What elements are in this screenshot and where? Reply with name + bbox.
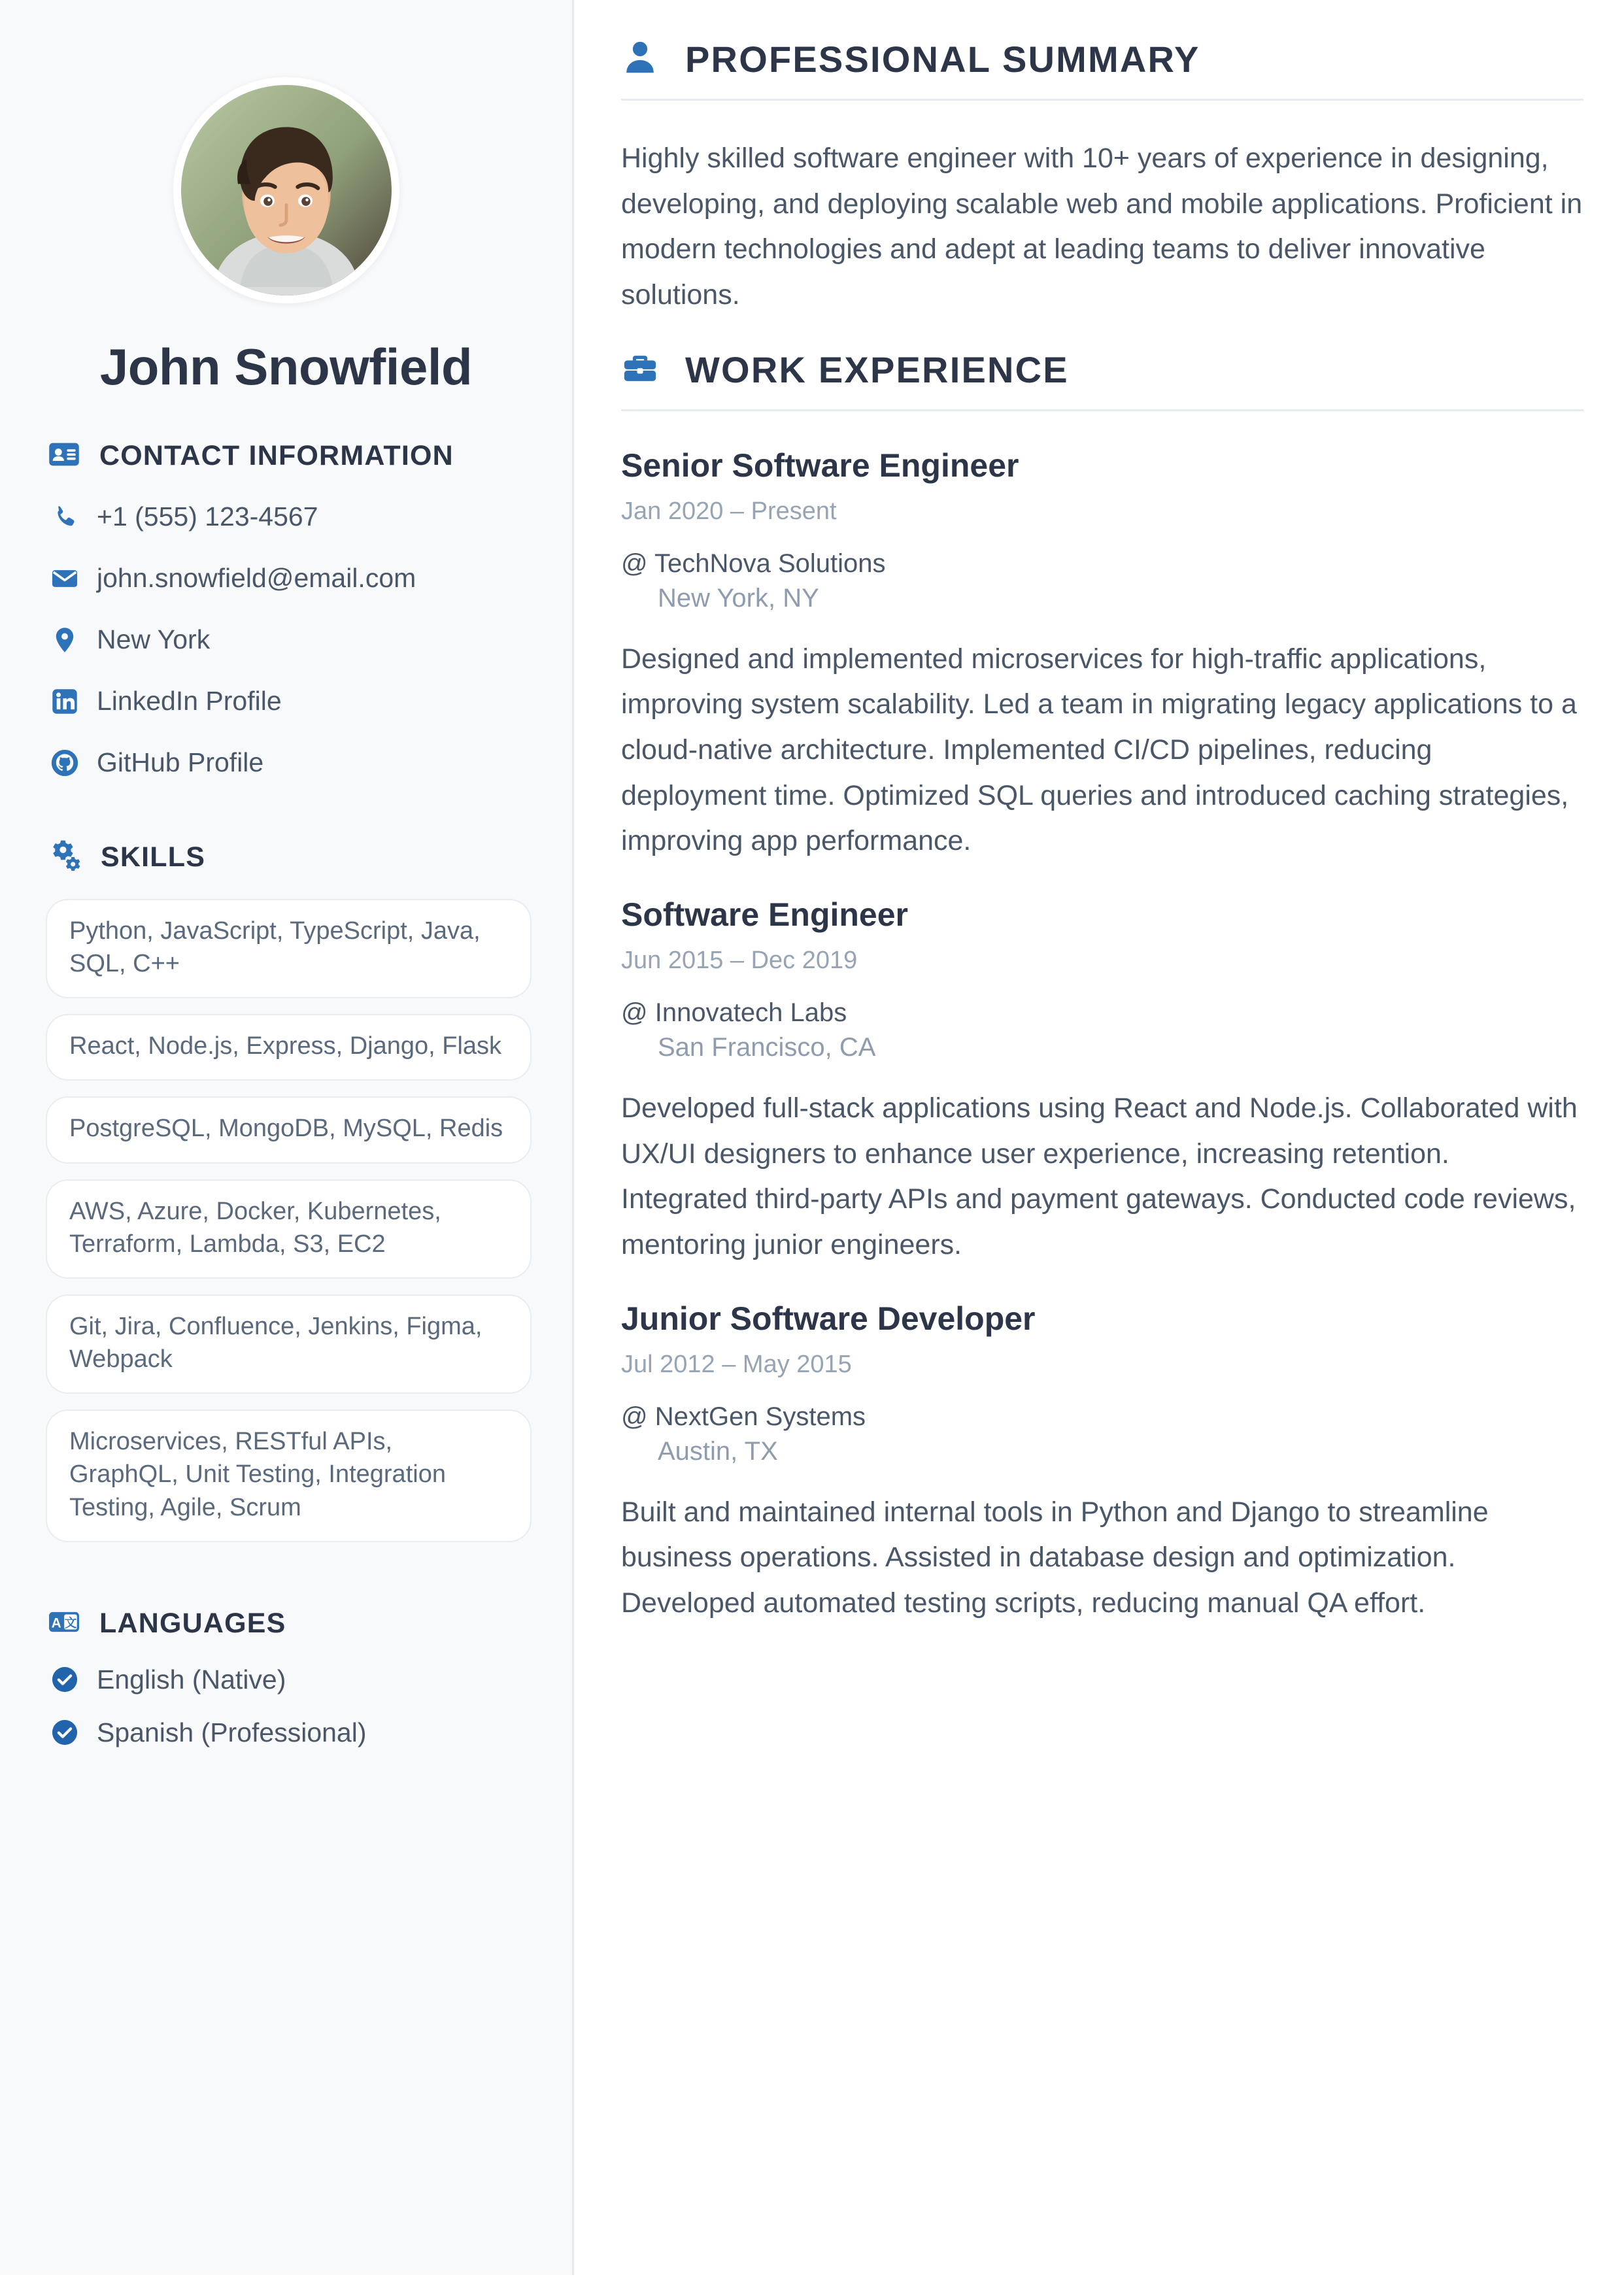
job-location: New York, NY [658, 583, 819, 613]
job-company: @ NextGen Systems [621, 1402, 866, 1431]
skill-group: Git, Jira, Confluence, Jenkins, Figma, Webpack [46, 1294, 532, 1394]
job-title: Junior Software Developer [621, 1300, 1036, 1337]
job-description: Built and maintained internal tools in Python and Django to streamline business operations. Assisted in database design and optimization. Developed automated testing scripts, reducing manual QA effort. [621, 1496, 1489, 1619]
languages-list [50, 1664, 532, 1748]
linkedin-icon [50, 687, 80, 716]
contact-list [50, 497, 532, 783]
map-pin-icon [50, 626, 80, 654]
experience-item [621, 447, 1583, 864]
contact-item-email[interactable] [50, 558, 532, 599]
page-title: John Snowfield [99, 338, 473, 396]
contact-item-location[interactable] [50, 620, 532, 660]
gears-icon [47, 838, 82, 877]
profile-photo-icon [181, 85, 392, 295]
job-title: Software Engineer [621, 896, 908, 933]
contact-value-github: GitHub Profile [97, 747, 264, 778]
contact-value-phone: +1 (555) 123-4567 [97, 501, 318, 532]
spacer [41, 804, 532, 838]
skill-group: Microservices, RESTful APIs, GraphQL, Unit Testing, Integration Testing, Agile, Scrum [46, 1409, 532, 1542]
section-header-skills [47, 838, 532, 877]
spacer [41, 1558, 532, 1605]
job-dates: Jun 2015 – Dec 2019 [621, 946, 858, 974]
sidebar [0, 0, 574, 2275]
job-description: Developed full-stack applications using React and Node.js. Collaborated with UX/UI designers to enhance user experience, increasing retention. Integrated third-party APIs and payment gateways. Conducted code reviews, mentoring junior engineers. [621, 1092, 1578, 1260]
summary-text: Highly skilled software engineer with 10+ years of experience in designing, developing, and deploying scalable web and mobile applications. Proficient in modern technologies and adept at leading teams to deliver innovative solutions. [621, 143, 1583, 311]
language-value: Spanish (Professional) [97, 1717, 367, 1747]
section-header-experience [621, 348, 1583, 411]
skills-list [46, 899, 532, 1542]
contact-item-linkedin[interactable] [50, 681, 532, 722]
job-dates: Jan 2020 – Present [621, 497, 837, 525]
job-location: Austin, TX [658, 1436, 778, 1466]
contact-item-phone[interactable] [50, 497, 532, 537]
skill-group: React, Node.js, Express, Django, Flask [46, 1014, 532, 1081]
section-header-languages [47, 1605, 532, 1642]
job-company: @ Innovatech Labs [621, 998, 847, 1027]
svg-text:A: A [51, 1615, 61, 1631]
github-icon [50, 749, 80, 777]
skill-group: AWS, Azure, Docker, Kubernetes, Terraform, Lambda, S3, EC2 [46, 1179, 532, 1279]
experience-item [621, 896, 1583, 1268]
person-icon [621, 39, 659, 80]
phone-icon [50, 503, 80, 531]
section-title-contact: CONTACT INFORMATION [99, 440, 454, 471]
skill-group: Python, JavaScript, TypeScript, Java, SQL, C++ [46, 899, 532, 998]
svg-text:文: 文 [64, 1616, 77, 1630]
language-item [50, 1664, 532, 1695]
job-description: Designed and implemented microservices for high-traffic applications, improving system scalability. Led a team in migrating legacy applications to a cloud-native architecture. Implemented CI/CD pipelines, reducing deployment time. Optimized SQL queries and introduced caching strategies, improving app performance. [621, 643, 1577, 857]
check-circle-icon [50, 1665, 80, 1694]
language-value: English (Native) [97, 1664, 286, 1695]
contact-value-email: john.snowfield@email.com [97, 563, 416, 594]
section-title-summary: PROFESSIONAL SUMMARY [685, 39, 1200, 80]
job-title: Senior Software Engineer [621, 447, 1019, 484]
envelope-icon [50, 564, 80, 593]
contact-value-linkedin: LinkedIn Profile [97, 686, 282, 717]
contact-card-icon [47, 437, 81, 475]
job-company: @ TechNova Solutions [621, 548, 886, 578]
translate-icon [47, 1605, 81, 1642]
avatar-container [41, 77, 532, 303]
job-dates: Jul 2012 – May 2015 [621, 1350, 852, 1378]
job-location: San Francisco, CA [658, 1032, 876, 1062]
main-content [574, 0, 1624, 1697]
section-title-skills: SKILLS [101, 841, 206, 873]
experience-item [621, 1300, 1583, 1627]
check-circle-icon [50, 1718, 80, 1747]
section-header-contact [47, 437, 532, 475]
contact-item-github[interactable] [50, 743, 532, 783]
language-item [50, 1717, 532, 1748]
skill-group: PostgreSQL, MongoDB, MySQL, Redis [46, 1096, 532, 1163]
avatar [173, 77, 399, 303]
briefcase-icon [621, 349, 659, 390]
section-title-languages: LANGUAGES [99, 1607, 286, 1639]
section-title-experience: WORK EXPERIENCE [685, 348, 1069, 390]
contact-value-location: New York [97, 624, 211, 655]
section-header-summary [621, 38, 1583, 101]
